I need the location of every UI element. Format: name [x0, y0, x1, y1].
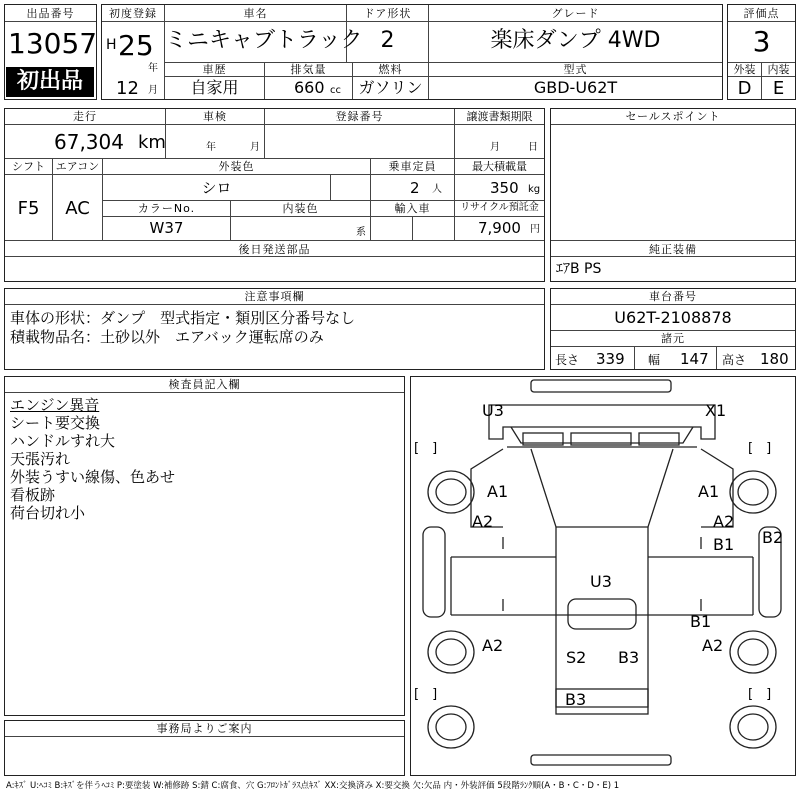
damage-mark: B2: [762, 528, 784, 547]
history-label: 車歴: [202, 63, 227, 76]
mileage: 67,304: [54, 130, 124, 154]
caution-label: 注意事項欄: [244, 290, 305, 303]
inspection-month-unit: 月: [250, 142, 260, 153]
capacity: 2: [410, 179, 420, 197]
inspector-label: 検査員記入欄: [168, 378, 241, 391]
lot-number: 13057: [8, 27, 98, 60]
length: 339: [596, 350, 625, 368]
score-label: 評価点: [743, 7, 780, 20]
inspector-note: シート要交換: [10, 414, 101, 432]
displacement-unit: cc: [330, 85, 341, 96]
transfer-month-unit: 月: [490, 142, 500, 153]
inspector-note: 外装うすい線傷、色あせ: [10, 468, 176, 486]
interior-grade: E: [772, 78, 785, 99]
color-number-label: カラーNo.: [137, 202, 196, 215]
recycle-unit: 円: [530, 224, 540, 235]
first-reg-label: 初度登録: [109, 7, 157, 20]
length-label: 長さ: [555, 353, 580, 367]
inspector-notes: [10, 396, 175, 522]
reg-number-label: 登録番号: [335, 110, 384, 123]
air-conditioner: AC: [65, 198, 90, 219]
interior-label: 内装: [767, 63, 790, 76]
mileage-label: 走行: [73, 110, 97, 123]
damage-mark: A2: [472, 512, 494, 531]
caution-line-1: 車体の形状：ダンプ 型式指定・類別区分番号なし: [10, 309, 356, 327]
ext-color-label: 外装色: [218, 160, 255, 173]
dimensions-label: 諸元: [661, 332, 685, 345]
later-parts-label: 後日発送部品: [238, 243, 311, 256]
damage-mark: A1: [698, 482, 720, 501]
color-number: W37: [149, 219, 184, 237]
damage-mark: B3: [618, 648, 640, 667]
first-listing-badge: 初出品: [6, 67, 94, 97]
int-color-label: 内装色: [282, 202, 319, 215]
damage-mark: B1: [713, 535, 735, 554]
exterior-grade: D: [737, 78, 752, 99]
damage-mark: A2: [702, 636, 724, 655]
width-label: 幅: [648, 353, 661, 367]
chassis-number: U62T-2108878: [614, 308, 732, 327]
inspector-note: 看板跡: [10, 486, 56, 504]
inspector-note: 天張汚れ: [10, 450, 71, 468]
ext-color: シロ: [201, 179, 232, 197]
max-load-unit: kg: [528, 184, 541, 195]
caution-line-2: 積載物品名：土砂以外 エアバック運転席のみ: [10, 328, 324, 346]
era: H: [106, 37, 117, 53]
damage-mark: B1: [690, 612, 712, 631]
car-name-label: 車名: [243, 7, 268, 20]
damage-mark: X1: [705, 401, 727, 420]
max-load-label: 最大積載量: [472, 160, 527, 173]
fuel: ガソリン: [358, 78, 423, 97]
transfer-deadline-label: 譲渡書類期限: [466, 110, 533, 123]
fuel-label: 燃料: [378, 63, 403, 76]
damage-mark: S2: [566, 648, 587, 667]
grade: 楽床ダンプ 4WD: [490, 28, 661, 53]
bracket-mark: [ ]: [748, 687, 772, 702]
capacity-label: 乗車定員: [388, 160, 437, 173]
reg-month: 12: [116, 78, 139, 99]
height: 180: [760, 350, 789, 368]
recycle-fee: 7,900: [478, 219, 521, 237]
inspection-year-unit: 年: [206, 142, 216, 153]
sales-points-label: セールスポイント: [625, 110, 721, 123]
height-label: 高さ: [722, 353, 747, 367]
chassis-label: 車台番号: [649, 290, 697, 303]
grade-label: グレード: [551, 7, 600, 20]
year-unit: 年: [148, 63, 158, 74]
inspector-note: ハンドルすれ大: [10, 432, 116, 450]
recycle-label: リサイクル預託金: [460, 202, 539, 213]
damage-mark: U3: [482, 401, 504, 420]
bracket-mark: [ ]: [414, 441, 438, 456]
lot-number-label: 出品番号: [26, 7, 75, 20]
mileage-unit: km: [138, 132, 166, 153]
width: 147: [680, 350, 709, 368]
damage-mark: B3: [565, 690, 587, 709]
inspection-label: 車検: [203, 110, 227, 123]
reg-year: 25: [118, 29, 154, 62]
import-label: 輸入車: [394, 202, 431, 215]
door-label: ドア形状: [363, 7, 412, 20]
damage-mark: A2: [482, 636, 504, 655]
model-label: 型式: [563, 63, 588, 76]
ac-label: エアコン: [55, 160, 100, 173]
max-load: 350: [490, 179, 519, 197]
exterior-label: 外装: [733, 63, 756, 76]
int-color-unit: 系: [356, 227, 366, 238]
history: 自家用: [190, 78, 239, 97]
month-unit: 月: [148, 85, 158, 96]
inspector-note: エンジン異音: [10, 396, 100, 414]
bracket-mark: [ ]: [414, 687, 438, 702]
office-label: 事務局よりご案内: [156, 722, 253, 735]
damage-mark: U3: [590, 572, 612, 591]
legend: A:ｷｽﾞ U:ﾍｺﾐ B:ｷｽﾞを伴うﾍｺﾐ P:要塗装 W:補修跡 S:錆 C:腐食、穴 G:ﾌﾛﾝﾄｶﾞﾗｽ点ｷｽﾞ XX:交換済み X:要交換 欠:欠品 内・外装評価 5段階ﾗﾝｸ順(A・B・C・D・E) 1: [6, 781, 620, 791]
door-count: 2: [380, 28, 395, 53]
shift: F5: [17, 198, 40, 219]
inspector-note: 荷台切れ小: [10, 504, 86, 522]
model: GBD-U62T: [533, 78, 618, 97]
transfer-day-unit: 日: [528, 142, 538, 153]
genuine-equipment: ｴｱB PS: [556, 261, 602, 277]
displacement: 660: [294, 78, 325, 97]
damage-mark: A2: [713, 512, 735, 531]
capacity-unit: 人: [432, 184, 442, 195]
displacement-label: 排気量: [290, 63, 327, 76]
score: 3: [752, 25, 771, 58]
shift-label: シフト: [12, 160, 45, 173]
genuine-equipment-label: 純正装備: [649, 243, 697, 256]
damage-mark: A1: [487, 482, 509, 501]
bracket-mark: [ ]: [748, 441, 772, 456]
car-name: ミニキャブトラック: [165, 28, 363, 53]
